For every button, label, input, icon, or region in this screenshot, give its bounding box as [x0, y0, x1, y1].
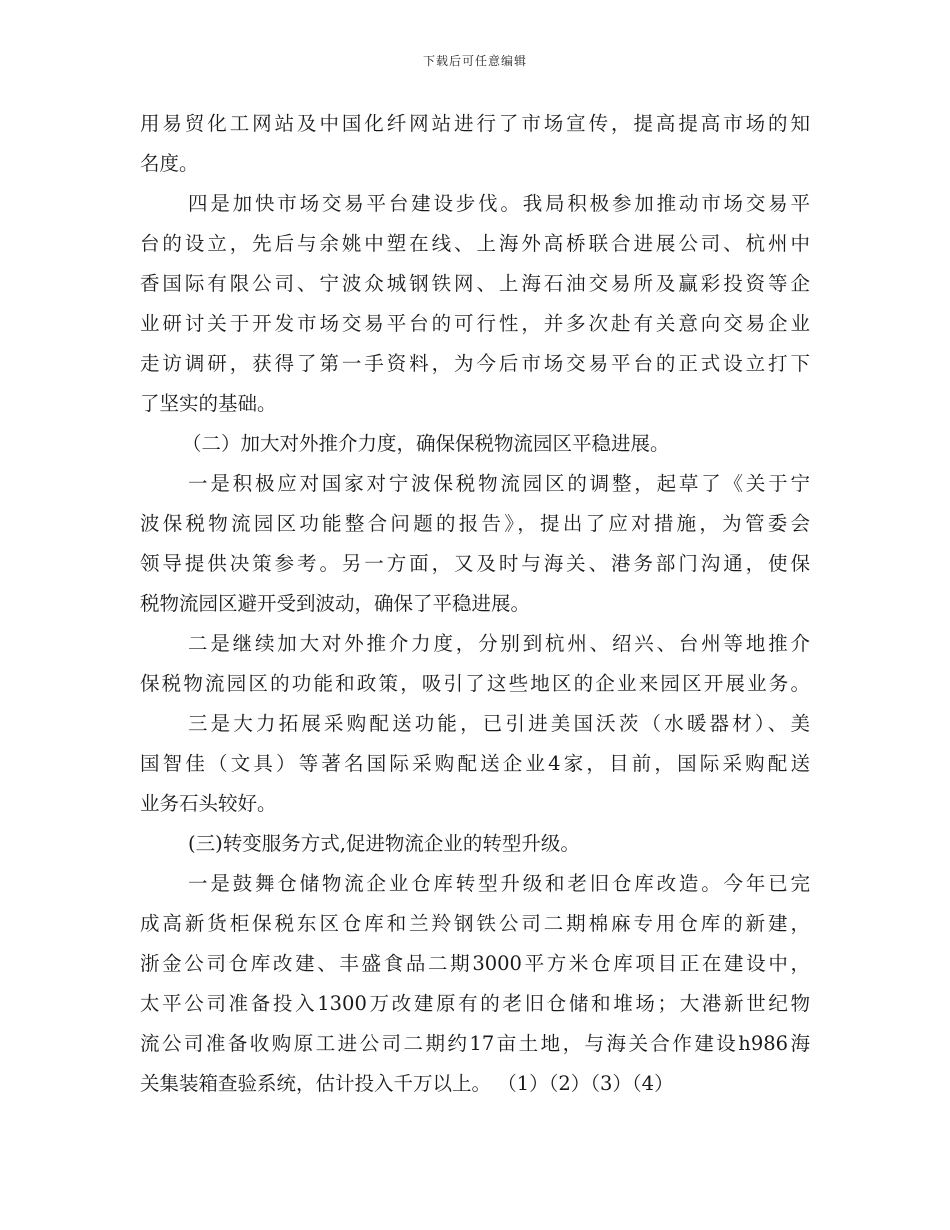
paragraph-line: 太平公司准备投入1300万改建原有的老旧仓储和堆场；大港新世纪物 — [140, 992, 810, 1015]
paragraph-line: 了坚实的基础。 — [140, 392, 277, 415]
document-body — [140, 104, 810, 1104]
paragraph-line: 成高新货柜保税东区仓库和兰羚钢铁公司二期棉麻专用仓库的新建， — [140, 912, 810, 935]
paragraph-line: 领导提供决策参考。另一方面，又及时与海关、港务部门沟通，使保 — [140, 552, 810, 575]
paragraph-line: 走访调研，获得了第一手资料，为今后市场交易平台的正式设立打下 — [140, 352, 810, 375]
paragraph-line: 国智佳（文具）等著名国际采购配送企业4家，目前，国际采购配送 — [140, 752, 810, 775]
paragraph-line: 税物流园区避开受到波动，确保了平稳进展。 — [140, 592, 531, 615]
paragraph-line: 流公司准备收购原工进公司二期约17亩土地，与海关合作建设h986海 — [140, 1032, 810, 1055]
paragraph-line: 波保税物流园区功能整合问题的报告》，提出了应对措施，为管委会 — [140, 512, 810, 535]
section-heading: （二）加大对外推介力度，确保保税物流园区平稳进展。 — [182, 432, 670, 455]
paragraph-line: 保税物流园区的功能和政策，吸引了这些地区的企业来园区开展业务。 — [140, 672, 810, 695]
section-heading: (三)转变服务方式,促进物流企业的转型升级。 — [188, 832, 580, 855]
paragraph-line: 用易贸化工网站及中国化纤网站进行了市场宣传，提高提高市场的知 — [140, 112, 810, 135]
paragraph-line: 业务石头较好。 — [140, 792, 277, 815]
paragraph-line: 台的设立，先后与余姚中塑在线、上海外高桥联合进展公司、杭州中 — [140, 232, 810, 255]
page-header: 下载后可任意编辑 — [422, 54, 527, 68]
paragraph-line: 四是加快市场交易平台建设步伐。我局积极参加推动市场交易平 — [188, 192, 810, 215]
paragraph-line: 关集装箱查验系统，估计投入千万以上。 （1）（2）（3）（4） — [140, 1072, 674, 1095]
paragraph-line: 一是积极应对国家对宁波保税物流园区的调整，起草了《关于宁 — [188, 472, 810, 495]
paragraph-line: 一是鼓舞仓储物流企业仓库转型升级和老旧仓库改造。今年已完 — [188, 872, 810, 895]
paragraph-line: 香国际有限公司、宁波众城钢铁网、上海石油交易所及赢彩投资等企 — [140, 272, 810, 295]
paragraph-line: 二是继续加大对外推介力度，分别到杭州、绍兴、台州等地推介 — [188, 632, 810, 655]
paragraph-line: 业研讨关于开发市场交易平台的可行性，并多次赴有关意向交易企业 — [140, 312, 810, 335]
paragraph-line: 名度。 — [140, 152, 199, 175]
paragraph-line: 三是大力拓展采购配送功能，已引进美国沃茨（水暖器材）、美 — [188, 712, 810, 735]
paragraph-line: 浙金公司仓库改建、丰盛食品二期3000平方米仓库项目正在建设中， — [140, 952, 810, 975]
